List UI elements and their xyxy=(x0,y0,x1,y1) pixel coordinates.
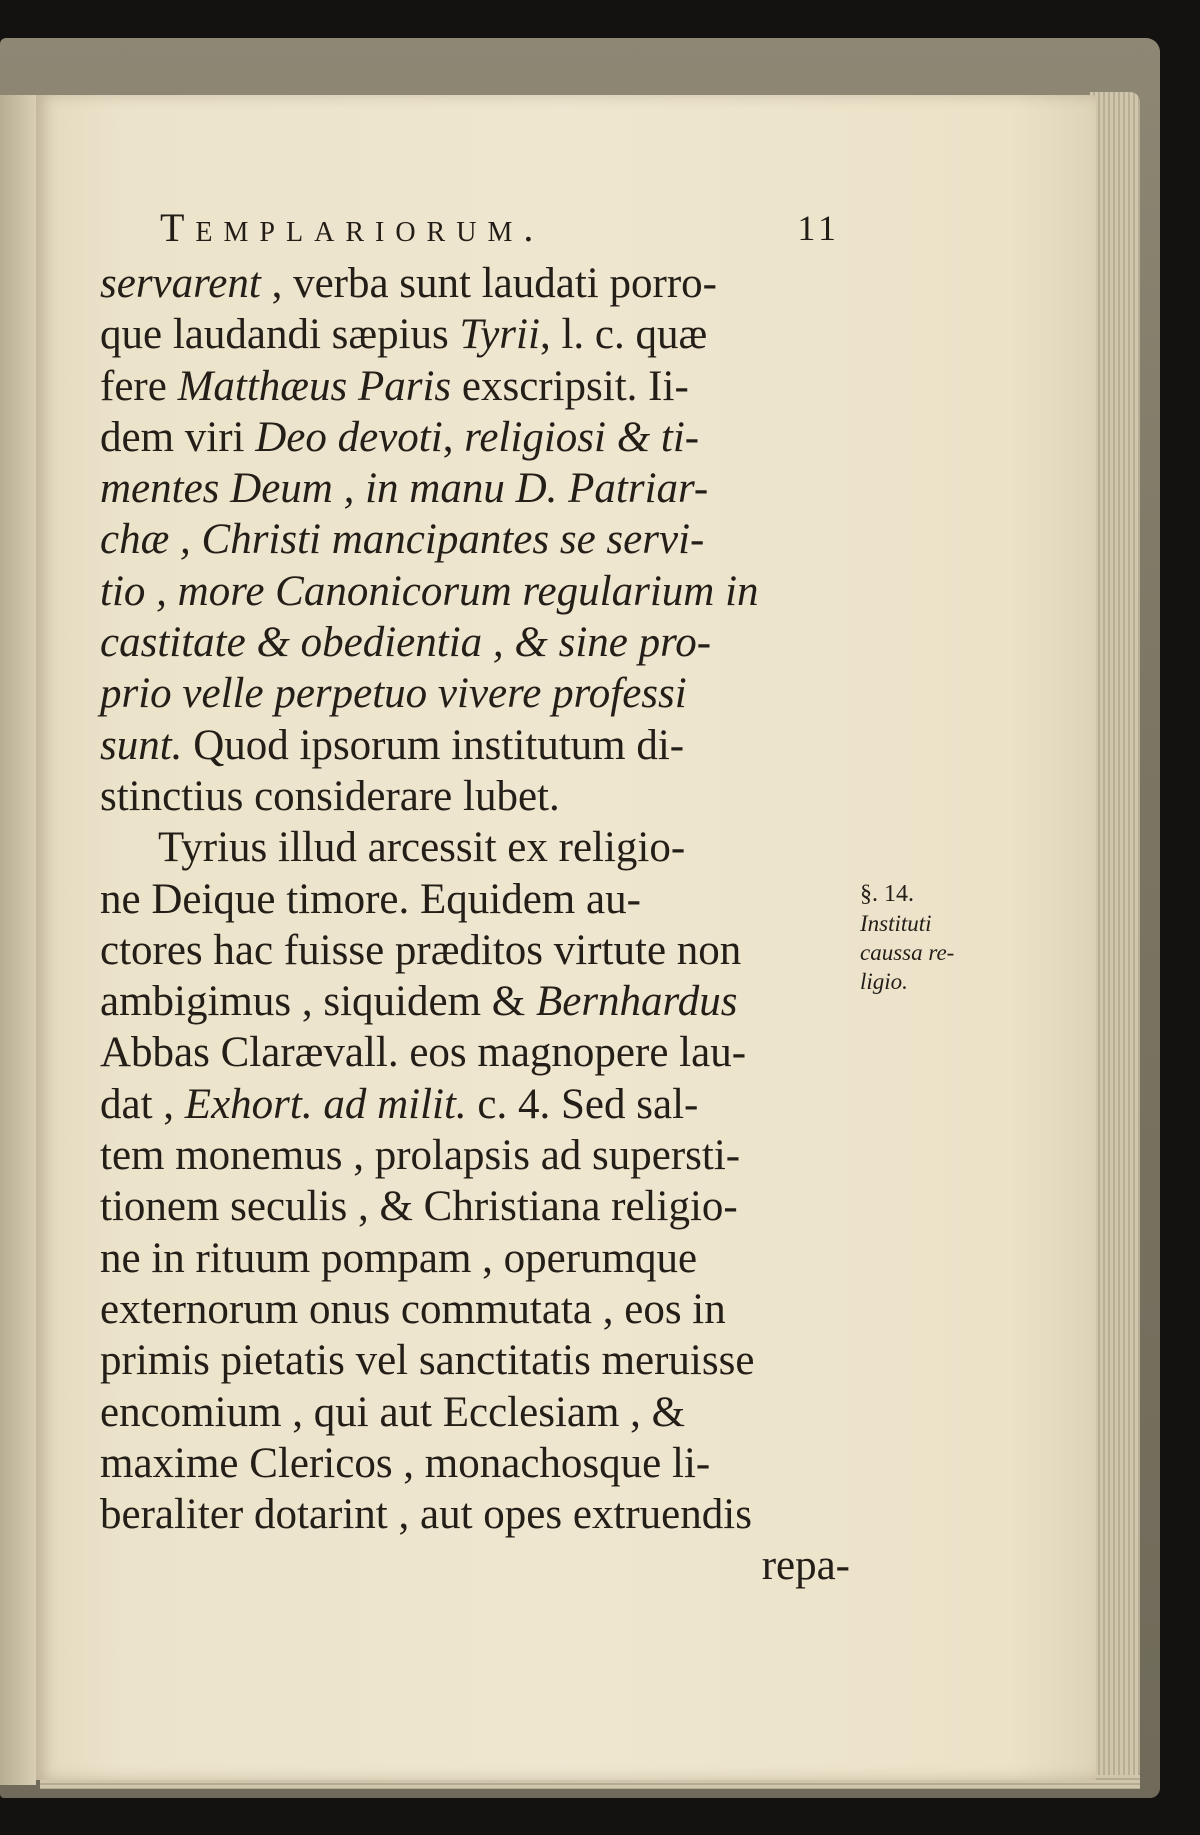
text-span: que laudandi sæpius xyxy=(100,311,460,359)
text-span: externorum onus commutata , eos in xyxy=(100,1285,726,1333)
text-span: c. 4. Sed sal- xyxy=(466,1080,699,1128)
italic-text: chæ , Christi mancipantes se servi- xyxy=(100,516,705,564)
text-line xyxy=(100,566,850,617)
italic-text: castitate & obedientia , & sine pro- xyxy=(100,619,712,667)
text-line xyxy=(100,1387,850,1438)
text-line xyxy=(100,822,850,873)
text-span: tem monemus , prolapsis ad supersti- xyxy=(100,1132,741,1180)
text-line xyxy=(100,412,850,463)
page-header xyxy=(160,198,840,258)
margin-note-line: ligio. xyxy=(860,969,908,994)
text-line xyxy=(100,668,850,719)
text-line xyxy=(100,1130,850,1181)
text-span: dem viri xyxy=(100,413,256,461)
text-span: , verba sunt laudati porro- xyxy=(260,260,717,307)
text-span: beraliter dotarint , aut opes extruendis xyxy=(100,1491,752,1539)
text-line xyxy=(100,1233,850,1284)
italic-text: mentes Deum , in manu D. Patriar- xyxy=(100,465,709,513)
text-line xyxy=(100,925,850,976)
running-title: Templariorum. xyxy=(160,205,545,250)
margin-note-line: Instituti xyxy=(860,911,932,936)
italic-text: Matthæus Paris xyxy=(177,362,452,410)
margin-note-line: caussa re- xyxy=(860,940,955,965)
text-line xyxy=(100,1284,850,1335)
text-span: exscripsit. Ii- xyxy=(451,362,689,410)
text-span: Quod ipsorum institutum di- xyxy=(182,721,685,769)
italic-text: servarent xyxy=(100,260,261,307)
facing-page-edge xyxy=(0,95,36,1785)
page-number: 11 xyxy=(797,208,840,248)
text-line xyxy=(100,1027,850,1078)
margin-note xyxy=(860,880,970,996)
italic-text: religiosi & ti- xyxy=(464,413,700,461)
text-span: repa- xyxy=(761,1542,850,1590)
margin-section-number: §. 14. xyxy=(860,881,914,907)
italic-text: tio , more Canonicorum regularium in xyxy=(100,567,759,615)
text-span: dat , xyxy=(100,1080,185,1128)
italic-text: Deo devoti xyxy=(255,413,443,461)
text-span: Tyrius illud arcessit ex religio- xyxy=(158,824,686,872)
text-span: , xyxy=(442,413,465,461)
text-span: tionem seculis , & Christiana religio- xyxy=(100,1183,738,1231)
italic-text: prio velle perpetuo vivere professi xyxy=(100,670,687,718)
text-line xyxy=(100,976,850,1027)
italic-text: sunt. xyxy=(100,721,183,769)
text-line xyxy=(100,1335,850,1386)
text-line xyxy=(100,1489,850,1540)
margin-note-text xyxy=(860,909,970,996)
page-edges xyxy=(1090,92,1140,1782)
text-span: primis pietatis vel sanctitatis meruisse xyxy=(100,1337,755,1385)
text-line xyxy=(100,1181,850,1232)
text-line xyxy=(100,874,850,925)
text-line xyxy=(100,258,850,309)
text-span: stinctius considerare lubet. xyxy=(100,772,560,820)
italic-text: Exhort. ad milit. xyxy=(184,1080,467,1128)
text-line xyxy=(100,361,850,412)
text-span: Abbas Clarævall. eos magnopere lau- xyxy=(100,1029,747,1077)
text-line xyxy=(100,463,850,514)
text-line xyxy=(100,771,850,822)
text-line xyxy=(100,1079,850,1130)
italic-text: Tyrii xyxy=(459,311,540,359)
text-line xyxy=(100,309,850,360)
text-span: ne Deique timore. Equidem au- xyxy=(100,875,641,923)
text-span: ctores hac fuisse præditos virtute non xyxy=(100,926,742,974)
text-line xyxy=(100,1438,850,1489)
body-text xyxy=(100,258,850,1592)
text-span: fere xyxy=(100,362,178,410)
text-span: maxime Clericos , monachosque li- xyxy=(100,1439,711,1487)
text-span: , l. c. quæ xyxy=(539,311,708,359)
text-line xyxy=(100,617,850,668)
text-span: ambigimus , siquidem & xyxy=(100,978,536,1026)
text-line xyxy=(100,720,850,771)
text-span: encomium , qui aut Ecclesiam , & xyxy=(100,1388,686,1436)
italic-text: Bernhardus xyxy=(535,978,738,1026)
text-line xyxy=(100,514,850,565)
text-span: ne in rituum pompam , operumque xyxy=(100,1234,698,1282)
text-line xyxy=(100,1540,850,1591)
